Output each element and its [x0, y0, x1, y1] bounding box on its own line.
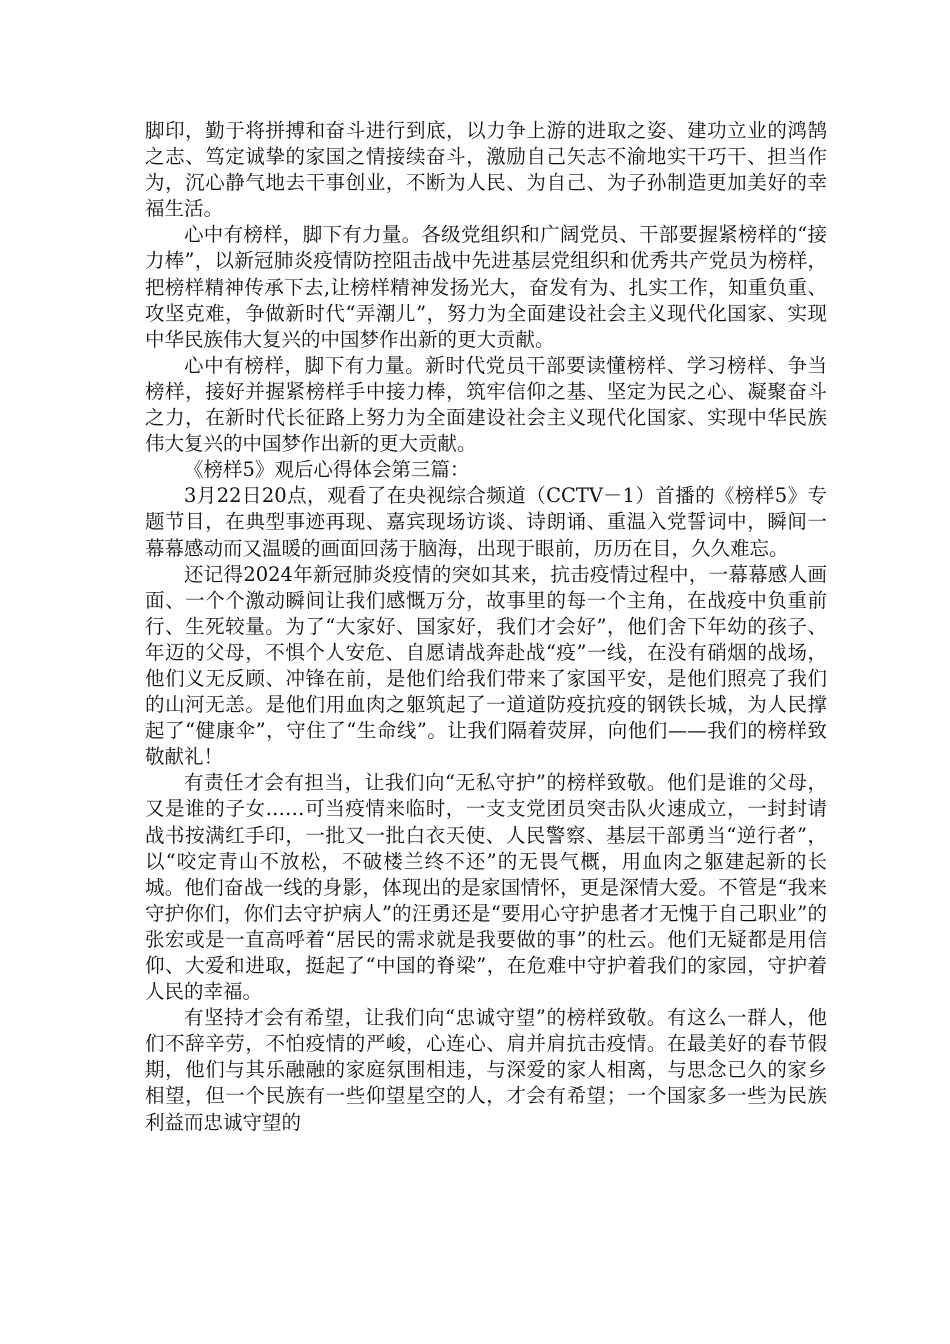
paragraph: 心中有榜样，脚下有力量。新时代党员干部要读懂榜样、学习榜样、争当榜样，接好并握紧榜样手中接力棒，筑牢信仰之基、坚定为民之心、凝聚奋斗之力，在新时代长征路上努力为全面建设社会主义现代化国家、实现中华民族伟大复兴的中国梦作出新的更大贡献。 — [145, 353, 827, 456]
paragraph: 有责任才会有担当，让我们向“无私守护”的榜样致敬。他们是谁的父母，又是谁的子女……可当疫情来临时，一支支党团员突击队火速成立，一封封请战书按满红手印，一批又一批白衣天使、人民警察、基层干部勇当“逆行者”，以“咬定青山不放松，不破楼兰终不还”的无畏气概，用血肉之躯建起新的长城。他们奋战一线的身影，体现出的是家国情怀，更是深情大爱。不管是“我来守护你们，你们去守护病人”的汪勇还是“要用心守护患者才无愧于自己职业”的张宏或是一直高呼着“居民的需求就是我要做的事”的杜云。他们无疑都是用信仰、大爱和进取，挺起了“中国的脊梁”，在危难中守护着我们的家园，守护着人民的幸福。 — [145, 771, 827, 1004]
paragraph-continuation: 脚印，勤于将拼搏和奋斗进行到底，以力争上游的进取之姿、建功立业的鸿鹄之志、笃定诚挚的家国之情接续奋斗，激励自己矢志不渝地实干巧干、担当作为，沉心静气地去干事创业，不断为人民、为自己、为子孙制造更加美好的幸福生活。 — [145, 119, 827, 221]
paragraph: 3月22日20点，观看了在央视综合频道（CCTV－1）首播的《榜样5》专题节目，在典型事迹再现、嘉宾现场访谈、诗朗诵、重温入党誓词中，瞬间一幕幕感动而又温暖的画面回荡于脑海，出现于眼前，历历在目，久久难忘。 — [145, 484, 827, 560]
document-body — [145, 118, 827, 1136]
section-heading: 《榜样5》观后心得体会第三篇： — [184, 458, 470, 482]
paragraph: 有坚持才会有希望，让我们向“忠诚守望”的榜样致敬。有这么一群人，他们不辞辛劳，不怕疫情的严峻，心连心、肩并肩抗击疫情。在最美好的春节假期，他们与其乐融融的家庭氛围相违，与深爱的家人相离，与思念已久的家乡相望，但一个民族有一些仰望星空的人，才会有希望；一个国家多一些为民族利益而忠诚守望的 — [145, 1006, 827, 1134]
paragraph: 还记得2024年新冠肺炎疫情的突如其来，抗击疫情过程中，一幕幕感人画面、一个个激动瞬间让我们感慨万分，故事里的每一个主角，在战疫中负重前行、生死较量。为了“大家好、国家好，我们才会好”，他们舍下年幼的孩子、年迈的父母，不惧个人安危、自愿请战奔赴战“疫”一线，在没有硝烟的战场，他们义无反顾、冲锋在前，是他们给我们带来了家国平安，是他们照亮了我们的山河无恙。是他们用血肉之躯筑起了一道道防疫抗疫的钢铁长城，为人民撑起了“健康伞”，守住了“生命线”。让我们隔着荧屏，向他们——我们的榜样致敬献礼！ — [145, 562, 827, 769]
paragraph: 心中有榜样，脚下有力量。各级党组织和广阔党员、干部要握紧榜样的“接力棒”，以新冠肺炎疫情防控阻击战中先进基层党组织和优秀共产党员为榜样，把榜样精神传承下去,让榜样精神发扬光大，奋发有为、扎实工作，知重负重、攻坚克难，争做新时代“弄潮儿”，努力为全面建设社会主义现代化国家、实现中华民族伟大复兴的中国梦作出新的更大贡献。 — [145, 223, 827, 351]
